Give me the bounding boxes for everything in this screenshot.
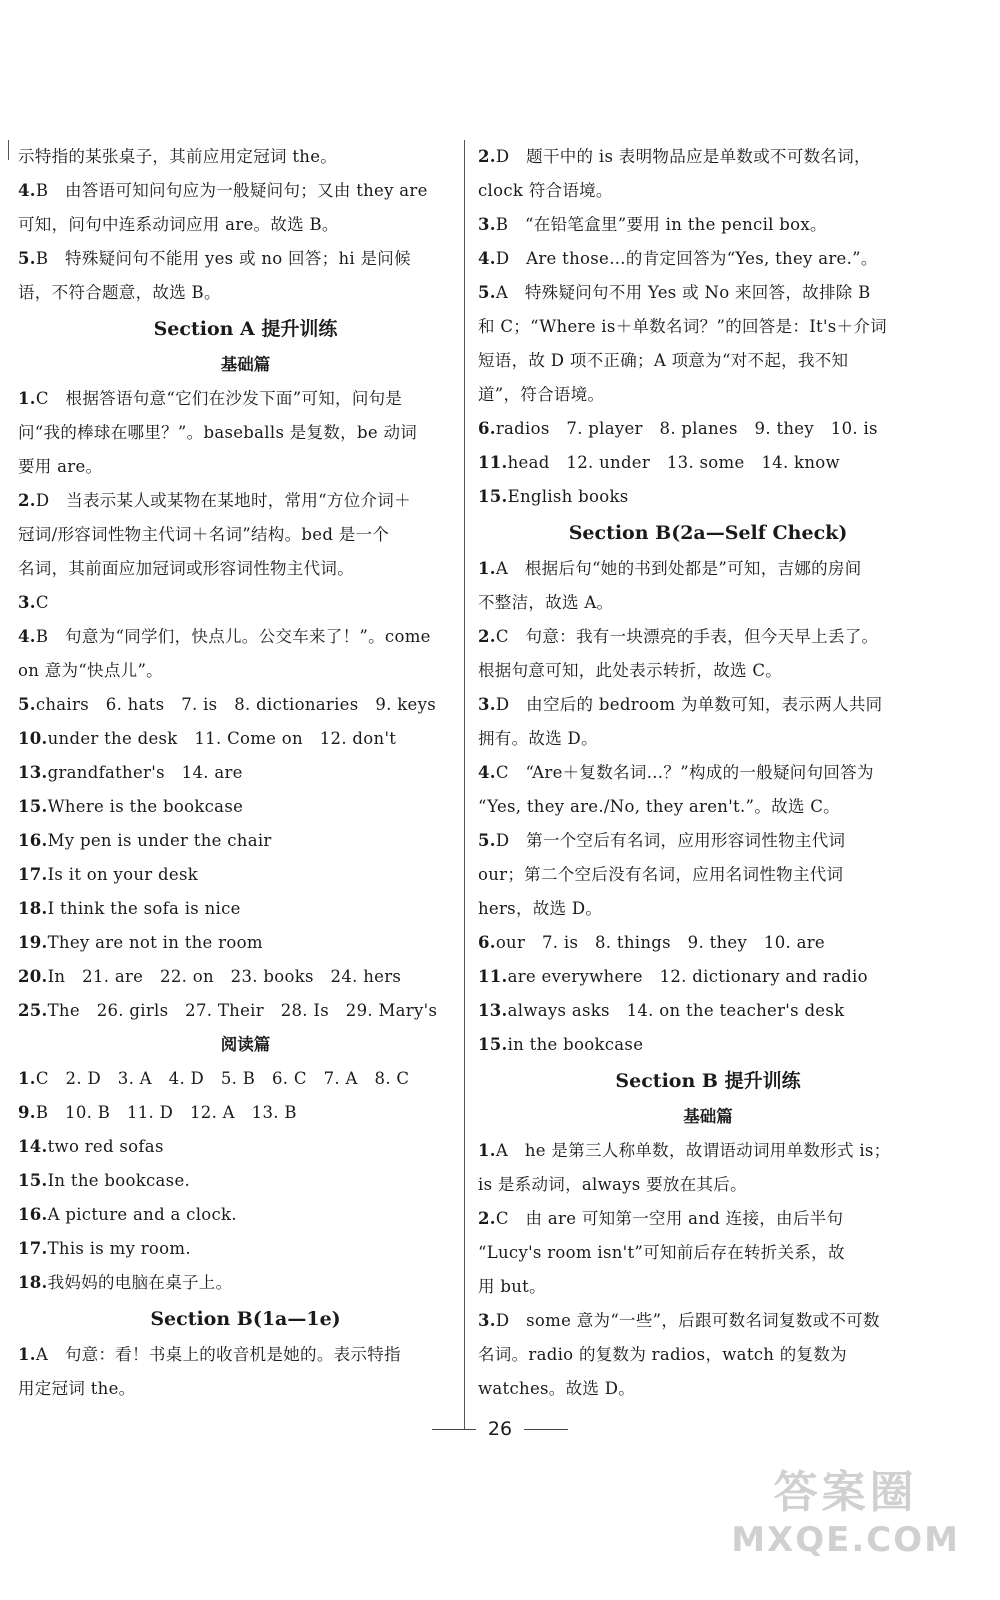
answer-line — [18, 450, 473, 484]
answer-text: 短语，故 D 项不正确；A 项意为“对不起，我不知 — [478, 351, 849, 370]
question-number: 11. — [478, 967, 508, 986]
answer-line — [478, 242, 938, 276]
answer-text: B 由答语可知问句应为一般疑问句；又由 they are — [35, 181, 428, 200]
answer-line — [478, 174, 938, 208]
question-number: 16. — [18, 831, 48, 850]
answer-line — [18, 586, 473, 620]
answer-text: 用 but。 — [478, 1277, 546, 1296]
answer-line — [478, 824, 938, 858]
watermark-title: 答案圈 — [773, 1467, 918, 1518]
page-number-rule-left — [432, 1429, 476, 1430]
answer-line — [478, 1372, 938, 1406]
answer-text: D some 意为“一些”，后跟可数名词复数或不可数 — [495, 1311, 880, 1330]
answer-text: are everywhere 12. dictionary and radio — [507, 967, 868, 986]
answer-text: In 21. are 22. on 23. books 24. hers — [47, 967, 402, 986]
answer-line — [18, 382, 473, 416]
right-column — [478, 140, 938, 1406]
page-number-rule-right — [524, 1429, 568, 1430]
question-number: 2. — [18, 491, 36, 510]
column-divider — [464, 140, 465, 1430]
answer-line — [478, 1304, 938, 1338]
answer-line — [478, 446, 938, 480]
answer-text: 道”，符合语境。 — [478, 385, 605, 404]
answer-line — [478, 1168, 938, 1202]
answer-text: chairs 6. hats 7. is 8. dictionaries 9. keys — [35, 695, 436, 714]
question-number: 16. — [18, 1205, 48, 1224]
question-number: 17. — [18, 865, 48, 884]
answer-line — [18, 654, 473, 688]
answer-text: “Yes, they are./No, they aren't.”。故选 C。 — [478, 797, 840, 816]
answer-text: D 由空后的 bedroom 为单数可知，表示两人共同 — [495, 695, 883, 714]
question-number: 3. — [478, 215, 496, 234]
section-heading: Section B 提升训练 — [615, 1070, 801, 1092]
answer-line — [478, 722, 938, 756]
answer-text: radios 7. player 8. planes 9. they 10. is — [495, 419, 878, 438]
answer-text: two red sofas — [47, 1137, 164, 1156]
answer-line — [18, 1232, 473, 1266]
answer-line — [18, 1338, 473, 1372]
answer-line — [478, 1236, 938, 1270]
answer-text: D 当表示某人或某物在某地时，常用“方位介词＋ — [35, 491, 411, 510]
answer-text: 和 C；“Where is＋单数名词？”的回答是：It's＋介词 — [478, 317, 887, 336]
answer-text: 名词。radio 的复数为 radios，watch 的复数为 — [478, 1345, 847, 1364]
answer-text: A he 是第三人称单数，故谓语动词用单数形式 is； — [495, 1141, 891, 1160]
answer-text: 根据句意可知，此处表示转折，故选 C。 — [478, 661, 783, 680]
answer-line — [18, 858, 473, 892]
question-number: 5. — [18, 249, 36, 268]
answer-line — [18, 1198, 473, 1232]
answer-text: A 句意：看！书桌上的收音机是她的。表示特指 — [35, 1345, 401, 1364]
answer-text: “Lucy's room isn't”可知前后存在转折关系，故 — [478, 1243, 845, 1262]
answer-text: our 7. is 8. things 9. they 10. are — [495, 933, 825, 952]
question-number: 11. — [478, 453, 508, 472]
question-number: 18. — [18, 899, 48, 918]
question-number: 15. — [18, 1171, 48, 1190]
section-heading: Section B(1a—1e) — [150, 1308, 341, 1330]
answer-text: B “在铅笔盒里”要用 in the pencil box。 — [495, 215, 827, 234]
question-number: 14. — [18, 1137, 48, 1156]
question-number: 10. — [18, 729, 48, 748]
question-number: 15. — [478, 1035, 508, 1054]
answer-text: Is it on your desk — [47, 865, 199, 884]
answer-line — [478, 892, 938, 926]
answer-text: 冠词/形容词性物主代词＋名词”结构。bed 是一个 — [18, 525, 390, 544]
answer-line — [478, 1028, 938, 1062]
question-number: 3. — [478, 1311, 496, 1330]
answer-text: I think the sofa is nice — [47, 899, 241, 918]
answer-line — [18, 994, 473, 1028]
answer-line — [478, 858, 938, 892]
answer-line — [478, 790, 938, 824]
answer-line — [478, 140, 938, 174]
left-column — [18, 140, 473, 1406]
answer-line — [478, 344, 938, 378]
question-number: 15. — [18, 797, 48, 816]
answer-text: 不整洁，故选 A。 — [478, 593, 614, 612]
answer-line — [18, 1062, 473, 1096]
question-number: 18. — [18, 1273, 48, 1292]
answer-text: under the desk 11. Come on 12. don't — [47, 729, 397, 748]
answer-line — [18, 756, 473, 790]
answer-line — [478, 1202, 938, 1236]
answer-line — [18, 174, 473, 208]
answer-line — [18, 242, 473, 276]
answer-text: in the bookcase — [507, 1035, 644, 1054]
answer-text: 拥有。故选 D。 — [478, 729, 598, 748]
question-number: 4. — [18, 627, 36, 646]
question-number: 1. — [478, 1141, 496, 1160]
answer-text: B 句意为“同学们，快点儿。公交车来了！”。come — [35, 627, 431, 646]
question-number: 5. — [478, 283, 496, 302]
answer-text: on 意为“快点儿”。 — [18, 661, 163, 680]
answer-line — [478, 926, 938, 960]
subsection-heading: 阅读篇 — [220, 1035, 271, 1054]
question-number: 9. — [18, 1103, 36, 1122]
question-number: 6. — [478, 933, 496, 952]
answer-line — [18, 960, 473, 994]
question-number: 13. — [18, 763, 48, 782]
answer-line — [18, 1130, 473, 1164]
answer-text: My pen is under the chair — [47, 831, 272, 850]
answer-text: 要用 are。 — [18, 457, 103, 476]
answer-text: watches。故选 D。 — [478, 1379, 636, 1398]
page-number-text: 26 — [487, 1418, 513, 1440]
question-number: 17. — [18, 1239, 48, 1258]
question-number: 20. — [18, 967, 48, 986]
answer-text: 名词，其前面应加冠词或形容词性物主代词。 — [18, 559, 354, 578]
answer-text: English books — [507, 487, 629, 506]
answer-line — [18, 824, 473, 858]
answer-line — [478, 378, 938, 412]
answer-line — [478, 552, 938, 586]
answer-text: head 12. under 13. some 14. know — [507, 453, 840, 472]
answer-line — [18, 140, 473, 174]
question-number: 4. — [478, 763, 496, 782]
subsection-heading: 基础篇 — [683, 1107, 733, 1126]
answer-line — [18, 416, 473, 450]
answer-text: 可知，问句中连系动词应用 are。故选 B。 — [18, 215, 339, 234]
answer-text: D Are those…的肯定回答为“Yes, they are.”。 — [495, 249, 878, 268]
answer-line — [478, 960, 938, 994]
question-number: 4. — [478, 249, 496, 268]
answer-line — [18, 1164, 473, 1198]
answer-text: always asks 14. on the teacher's desk — [507, 1001, 845, 1020]
answer-line — [478, 1270, 938, 1304]
answer-line — [478, 1134, 938, 1168]
answer-line — [18, 1266, 473, 1300]
answer-line — [478, 310, 938, 344]
answer-text: This is my room. — [47, 1239, 191, 1258]
answer-text: Where is the bookcase — [47, 797, 244, 816]
answer-text: B 10. B 11. D 12. A 13. B — [35, 1103, 297, 1122]
answer-line — [478, 620, 938, 654]
answer-line — [18, 552, 473, 586]
section-heading: Section A 提升训练 — [153, 318, 338, 340]
answer-line — [478, 480, 938, 514]
question-number: 1. — [18, 1345, 36, 1364]
question-number: 19. — [18, 933, 48, 952]
watermark-url: MXQE.COM — [731, 1520, 960, 1560]
answer-text: C 句意：我有一块漂亮的手表，但今天早上丢了。 — [495, 627, 879, 646]
watermark-logo — [731, 1456, 960, 1560]
answer-text: 我妈妈的电脑在桌子上。 — [47, 1273, 233, 1292]
question-number: 1. — [18, 389, 36, 408]
answer-text: C 2. D 3. A 4. D 5. B 6. C 7. A 8. C — [35, 1069, 410, 1088]
answer-text: C 由 are 可知第一空用 and 连接，由后半句 — [495, 1209, 844, 1228]
question-number: 2. — [478, 1209, 496, 1228]
question-number: 25. — [18, 1001, 48, 1020]
answer-text: C 根据答语句意“它们在沙发下面”可知，问句是 — [35, 389, 403, 408]
answer-text: 语，不符合题意，故选 B。 — [18, 283, 221, 302]
section-heading: Section B(2a—Self Check) — [568, 522, 848, 544]
answer-text: clock 符合语境。 — [478, 181, 613, 200]
answer-line — [18, 276, 473, 310]
answer-text: is 是系动词，always 要放在其后。 — [478, 1175, 747, 1194]
question-number: 5. — [478, 831, 496, 850]
answer-text: D 题干中的 is 表明物品应是单数或不可数名词， — [495, 147, 871, 166]
left-margin-rule — [8, 140, 9, 160]
answer-text: our；第二个空后没有名词，应用名词性物主代词 — [478, 865, 844, 884]
answer-line — [478, 586, 938, 620]
answer-text: B 特殊疑问句不能用 yes 或 no 回答；hi 是问候 — [35, 249, 411, 268]
question-number: 5. — [18, 695, 36, 714]
answer-line — [478, 756, 938, 790]
answer-text: C — [35, 593, 49, 612]
question-number: 13. — [478, 1001, 508, 1020]
answer-line — [18, 208, 473, 242]
question-number: 3. — [18, 593, 36, 612]
question-number: 15. — [478, 487, 508, 506]
answer-text: 用定冠词 the。 — [18, 1379, 136, 1398]
answer-text: A 根据后句“她的书到处都是”可知，吉娜的房间 — [495, 559, 862, 578]
answer-text: 问“我的棒球在哪里？”。baseballs 是复数，be 动词 — [18, 423, 418, 442]
answer-text: C “Are＋复数名词…？”构成的一般疑问句回答为 — [495, 763, 874, 782]
answer-line — [478, 276, 938, 310]
answer-text: grandfather's 14. are — [47, 763, 243, 782]
subsection-heading: 基础篇 — [220, 355, 271, 374]
answer-line — [478, 994, 938, 1028]
answer-line — [18, 484, 473, 518]
answer-text: D 第一个空后有名词，应用形容词性物主代词 — [495, 831, 846, 850]
answer-line — [478, 654, 938, 688]
answer-text: In the bookcase. — [47, 1171, 191, 1190]
page-number — [0, 1418, 1000, 1440]
answer-text: A picture and a clock. — [47, 1205, 237, 1224]
answer-line — [18, 790, 473, 824]
question-number: 1. — [478, 559, 496, 578]
question-number: 1. — [18, 1069, 36, 1088]
answer-line — [478, 208, 938, 242]
answer-text: A 特殊疑问句不用 Yes 或 No 来回答，故排除 B — [495, 283, 871, 302]
answer-text: The 26. girls 27. Their 28. Is 29. Mary's — [47, 1001, 438, 1020]
answer-line — [478, 1338, 938, 1372]
answer-text: hers，故选 D。 — [478, 899, 603, 918]
answer-line — [18, 1372, 473, 1406]
answer-line — [18, 926, 473, 960]
question-number: 3. — [478, 695, 496, 714]
question-number: 2. — [478, 627, 496, 646]
question-number: 6. — [478, 419, 496, 438]
answer-line — [18, 688, 473, 722]
question-number: 2. — [478, 147, 496, 166]
answer-line — [478, 412, 938, 446]
answer-text: They are not in the room — [47, 933, 263, 952]
question-number: 4. — [18, 181, 36, 200]
answer-line — [478, 688, 938, 722]
answer-text: 示特指的某张桌子，其前应用定冠词 the。 — [18, 147, 338, 166]
answer-line — [18, 620, 473, 654]
answer-line — [18, 518, 473, 552]
answer-line — [18, 722, 473, 756]
answer-line — [18, 892, 473, 926]
answer-line — [18, 1096, 473, 1130]
